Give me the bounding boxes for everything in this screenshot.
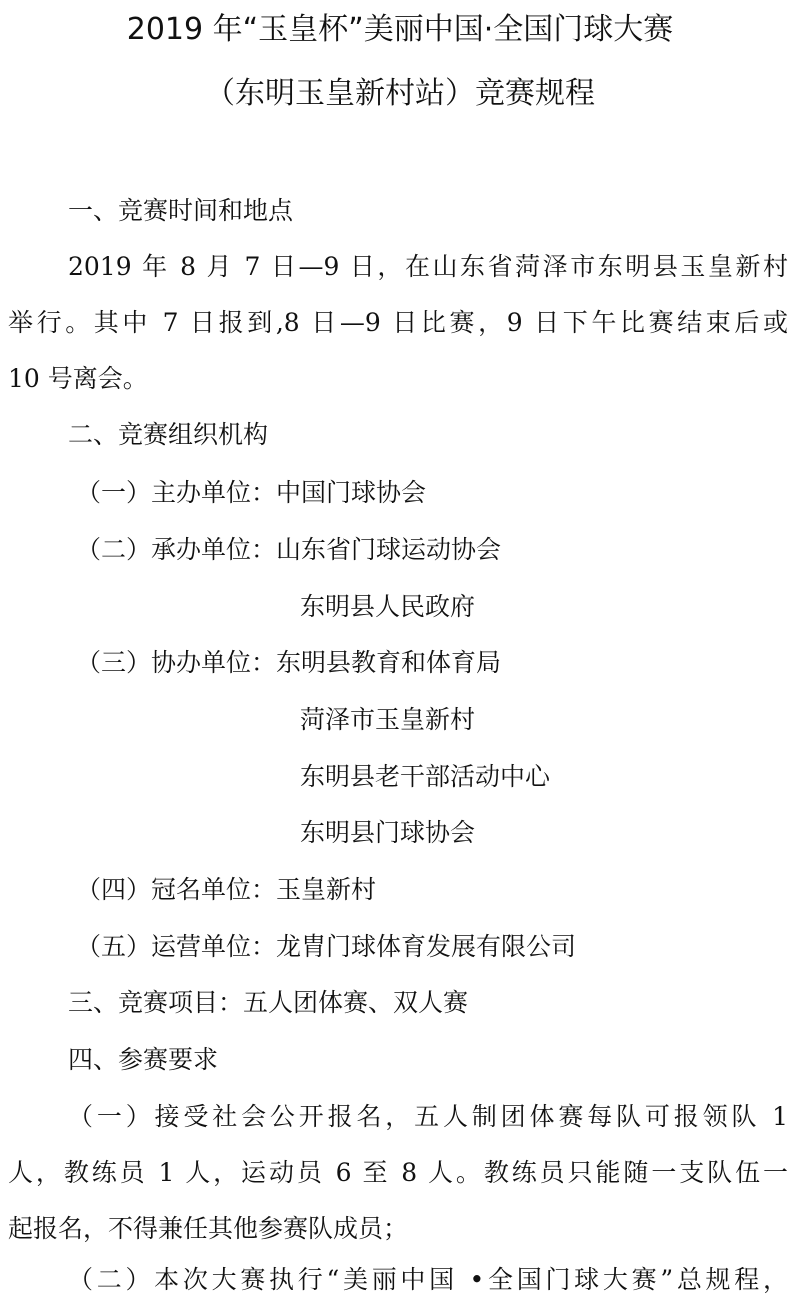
requirement-1-line-3: 起报名，不得兼任其他参赛队成员； xyxy=(8,1214,409,1243)
assisting-unit-4: 东明县门球协会 xyxy=(300,818,476,847)
section-1-paragraph-line-2: 举行。其中 7 日报到,8 日—9 日比赛，9 日下午比赛结束后或 xyxy=(8,308,788,337)
title-sponsor-unit: （四）冠名单位：玉皇新村 xyxy=(76,875,377,904)
assisting-unit-3: 东明县老干部活动中心 xyxy=(300,762,551,791)
section-2-heading: 二、竞赛组织机构 xyxy=(68,420,269,449)
assisting-unit: （三）协办单位：东明县教育和体育局 xyxy=(76,648,502,677)
section-1-heading: 一、竞赛时间和地点 xyxy=(68,196,294,225)
section-1-paragraph-line-1: 2019 年 8 月 7 日—9 日，在山东省菏泽市东明县玉皇新村 xyxy=(68,252,788,281)
requirement-1-line-2: 人，教练员 1 人，运动员 6 至 8 人。教练员只能随一支队伍一 xyxy=(8,1158,788,1187)
document-title-line-2: （东明玉皇新村站）竞赛规程 xyxy=(205,76,595,111)
document-title-line-1: 2019 年“玉皇杯”美丽中国·全国门球大赛 xyxy=(126,12,674,47)
section-1-paragraph-line-3: 10 号离会。 xyxy=(8,364,148,393)
assisting-unit-2: 菏泽市玉皇新村 xyxy=(300,705,476,734)
operating-unit: （五）运营单位：龙胄门球体育发展有限公司 xyxy=(76,932,577,961)
undertaking-unit-2: 东明县人民政府 xyxy=(300,592,476,621)
requirement-2-line-1: （二）本次大赛执行“美丽中国 •全国门球大赛”总规程， xyxy=(68,1265,788,1294)
requirement-1-line-1: （一）接受社会公开报名，五人制团体赛每队可报领队 1 xyxy=(68,1102,788,1131)
section-4-heading: 四、参赛要求 xyxy=(68,1045,219,1074)
undertaking-unit: （二）承办单位：山东省门球运动协会 xyxy=(76,535,502,564)
section-3-heading: 三、竞赛项目：五人团体赛、双人赛 xyxy=(68,988,469,1017)
host-unit: （一）主办单位：中国门球协会 xyxy=(76,478,427,507)
